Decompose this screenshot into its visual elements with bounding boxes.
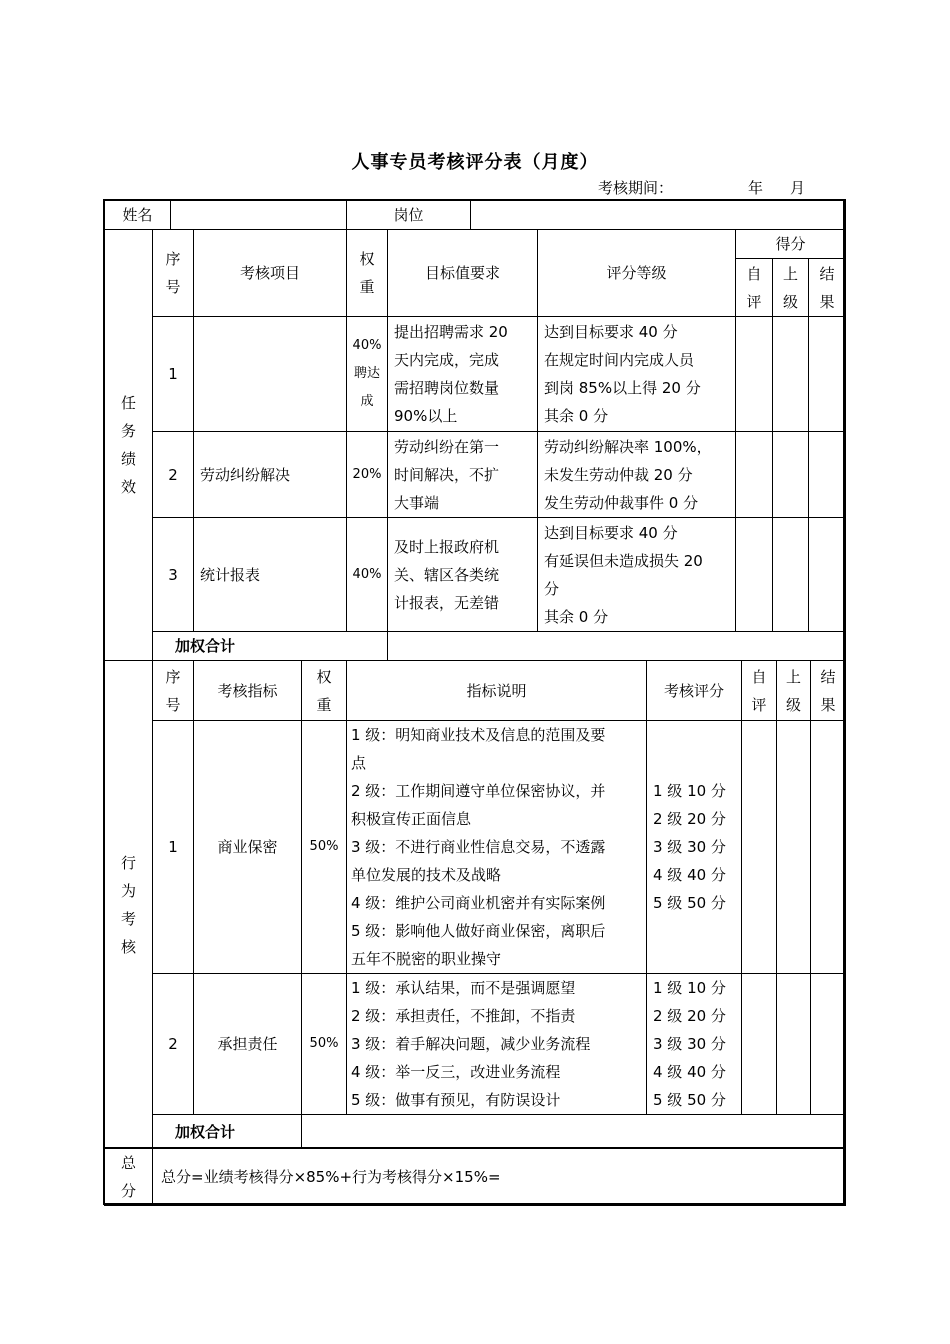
task-col-superior: 上 级 (773, 259, 809, 317)
task-row-no: 2 (153, 432, 194, 518)
behavior-row-no: 1 (153, 721, 194, 974)
behavior-row-superior-score[interactable] (777, 974, 811, 1115)
task-row-no: 1 (153, 317, 194, 432)
task-col-self: 自 评 (736, 259, 773, 317)
behavior-section-label: 行 为 考 核 (105, 661, 153, 1149)
task-row-result-score[interactable] (809, 432, 846, 518)
header-table (104, 199, 846, 230)
task-row-weight: 40% (347, 518, 388, 632)
assessment-period (598, 177, 806, 198)
behavior-row-superior-score[interactable] (777, 721, 811, 974)
behavior-row-no: 2 (153, 974, 194, 1115)
behavior-row-score: 1 级 10 分 2 级 20 分 3 级 30 分 4 级 40 分 5 级 50 分 (647, 721, 742, 974)
total-score-table (104, 1147, 846, 1206)
task-row-item (194, 317, 347, 432)
behavior-col-score: 考核评分 (647, 661, 742, 721)
task-col-result: 结 果 (809, 259, 846, 317)
behavior-col-result: 结 果 (811, 661, 846, 721)
post-field[interactable] (471, 200, 846, 230)
task-row-weight: 40% 聘达成 (347, 317, 388, 432)
task-weighted-total-label: 加权合计 (153, 632, 388, 661)
task-col-score: 得分 (736, 230, 846, 259)
behavior-weighted-total-label: 加权合计 (153, 1115, 302, 1149)
task-row-weight: 20% (347, 432, 388, 518)
task-row-superior-score[interactable] (773, 432, 809, 518)
post-label: 岗位 (347, 200, 471, 230)
task-row-target: 及时上报政府机 关、辖区各类统 计报表，无差错 (388, 518, 538, 632)
task-performance-table (104, 229, 846, 661)
behavior-col-desc: 指标说明 (347, 661, 647, 721)
task-row-grade: 达到目标要求 40 分 有延误但未造成损失 20 分 其余 0 分 (538, 518, 736, 632)
behavior-assessment-table (104, 660, 846, 1149)
behavior-row-self-score[interactable] (742, 974, 777, 1115)
behavior-col-indicator: 考核指标 (194, 661, 302, 721)
task-row-item: 统计报表 (194, 518, 347, 632)
task-row-self-score[interactable] (736, 518, 773, 632)
task-row-result-score[interactable] (809, 518, 846, 632)
task-row-target: 劳动纠纷在第一 时间解决，不扩 大事端 (388, 432, 538, 518)
behavior-row-weight: 50% (302, 721, 347, 974)
table-row (105, 317, 846, 432)
table-row (105, 432, 846, 518)
total-label: 总 分 (105, 1148, 153, 1206)
behavior-weighted-total-value[interactable] (302, 1115, 846, 1149)
task-row-result-score[interactable] (809, 317, 846, 432)
name-label: 姓名 (105, 200, 171, 230)
task-row-self-score[interactable] (736, 432, 773, 518)
behavior-row-self-score[interactable] (742, 721, 777, 974)
behavior-row-score: 1 级 10 分 2 级 20 分 3 级 30 分 4 级 40 分 5 级 50 分 (647, 974, 742, 1115)
task-row-superior-score[interactable] (773, 518, 809, 632)
behavior-row-desc: 1 级：承认结果，而不是强调愿望 2 级：承担责任，不推卸，不指责 3 级：着手解决问题，减少业务流程 4 级：举一反三，改进业务流程 5 级：做事有预见，有防误设计 (347, 974, 647, 1115)
task-col-weight: 权 重 (347, 230, 388, 317)
total-formula: 总分=业绩考核得分×85%+行为考核得分×15%= (153, 1148, 846, 1206)
task-col-target: 目标值要求 (388, 230, 538, 317)
behavior-col-superior: 上 级 (777, 661, 811, 721)
behavior-row-result-score[interactable] (811, 974, 846, 1115)
behavior-row-result-score[interactable] (811, 721, 846, 974)
task-row-item: 劳动纠纷解决 (194, 432, 347, 518)
task-row-self-score[interactable] (736, 317, 773, 432)
task-row-superior-score[interactable] (773, 317, 809, 432)
task-row-grade: 劳动纠纷解决率 100%， 未发生劳动仲裁 20 分 发生劳动仲裁事件 0 分 (538, 432, 736, 518)
table-row (105, 974, 846, 1115)
page-title: 人事专员考核评分表（月度） (351, 152, 599, 173)
behavior-row-indicator: 承担责任 (194, 974, 302, 1115)
behavior-row-weight: 50% (302, 974, 347, 1115)
behavior-col-no: 序 号 (153, 661, 194, 721)
behavior-row-desc: 1 级：明知商业技术及信息的范围及要 点 2 级：工作期间遵守单位保密协议，并 积极宣传正面信息 3 级：不进行商业性信息交易，不透露 单位发展的技术及战略 4 级：维护公司商业机密并有实际案例 5 级：影响他人做好商业保密，离职后 五年不脱密的职业操守 (347, 721, 647, 974)
task-row-grade: 达到目标要求 40 分 在规定时间内完成人员 到岗 85%以上得 20 分 其余 0 分 (538, 317, 736, 432)
period-label: 考核期间： (598, 179, 674, 197)
task-col-item: 考核项目 (194, 230, 347, 317)
task-row-target: 提出招聘需求 20 天内完成，完成 需招聘岗位数量 90%以上 (388, 317, 538, 432)
behavior-col-weight: 权 重 (302, 661, 347, 721)
name-field[interactable] (171, 200, 347, 230)
behavior-row-indicator: 商业保密 (194, 721, 302, 974)
period-year: 年 (748, 179, 764, 197)
task-col-grade: 评分等级 (538, 230, 736, 317)
period-month: 月 (790, 179, 806, 197)
task-section-label: 任 务 绩 效 (105, 230, 153, 661)
task-row-no: 3 (153, 518, 194, 632)
table-row (105, 721, 846, 974)
task-weighted-total-value[interactable] (388, 632, 846, 661)
task-col-no: 序 号 (153, 230, 194, 317)
table-row (105, 518, 846, 632)
behavior-col-self: 自 评 (742, 661, 777, 721)
